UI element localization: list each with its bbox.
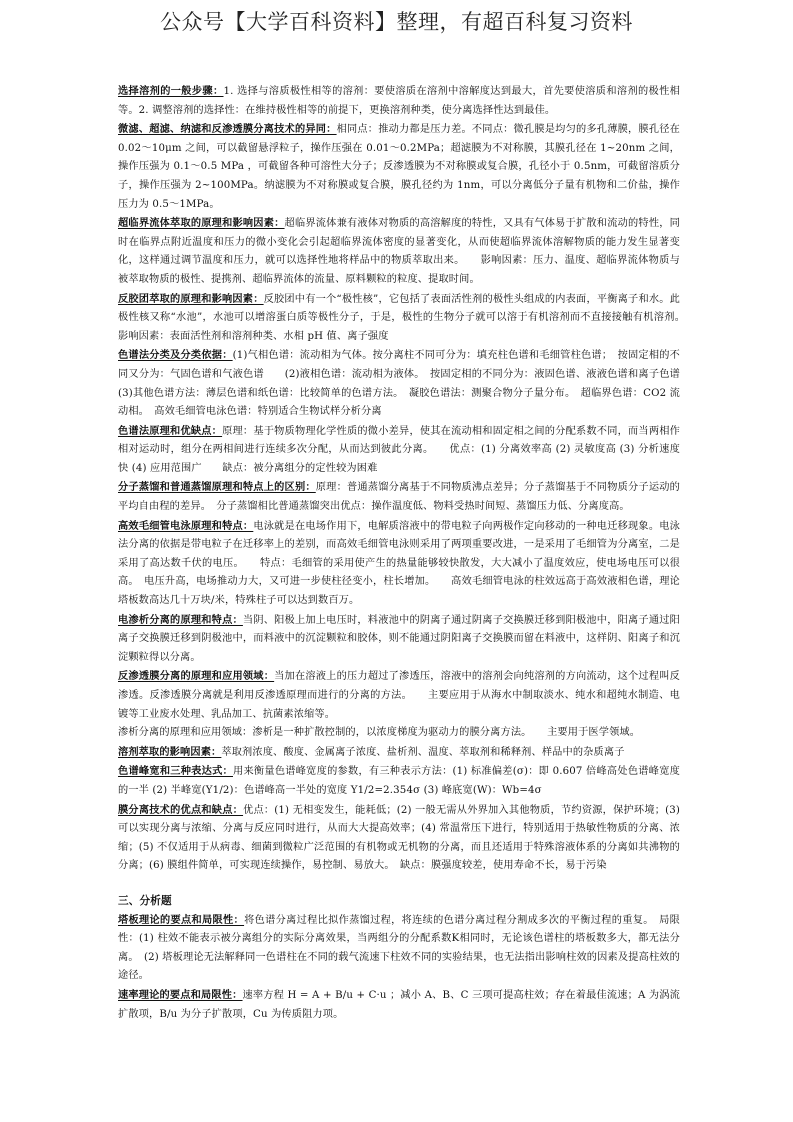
paragraph-text: 电泳就是在电场作用下，电解质溶液中的带电粒子向两极作定向移动的一种电迁移现象。电泳法分离的依据是带电粒子在迁移率上的差别，而高效毛细管电泳则采用了两项重要改进，一是采用了毛细管为分离室，二是采用了高达数千伏的电压。 特点：毛细管的采用使产生的热量能够较快散发，大大减小了温度效应，使电场电压可以很高。 电压升高，电场推动力大，又可进一步使柱径变小，柱长增加。 高效毛细管电泳的柱效远高于高效液相色谱，理论塔板数高达几十万块/米，特殊柱子可以达到数百万。	[118, 520, 680, 607]
paragraph-text: 渗析分离的原理和应用领域：渗析是一种扩散控制的，以浓度梯度为驱动力的膜分离方法。 主要用于医学领域。	[118, 727, 641, 739]
paragraph-text: (1)气相色谱：流动相为气体。按分离柱不同可分为：填充柱色谱和毛细管柱色谱； 按固定相的不同又分为：气固色谱和气液色谱 (2)液相色谱：流动相为液体。 按固定相的不同分为：液固色谱、液液色谱和离子色谱 (3)其他色谱方法：薄层色谱和纸色谱：比较简单的色谱方法。 凝胶色谱法：测聚合物分子量分布。 超临界色谱：CO2 流动相。 高效毛细管电泳色谱：特别适合生物试样分析分离	[118, 350, 701, 418]
paragraph	[118, 743, 680, 763]
paragraph	[118, 986, 680, 1024]
paragraph-heading: 反渗透膜分离的原理和应用领域：	[118, 670, 275, 683]
paragraph-text: 将色谱分离过程比拟作蒸馏过程，将连续的色谱分离过程分割成多次的平衡过程的重复。 局限性：(1) 柱效不能表示被分离组分的实际分离效果，当两组分的分配系数K相同时，无论该色谱柱的塔板数多大，都无法分离。 (2) 塔板理论无法解释同一色谱柱在不同的载气流速下柱效不同的实验结果，也无法指出影响柱效的因素及提高柱效的途径。	[118, 914, 680, 982]
paragraph	[118, 346, 701, 421]
paragraph-text: 优点：(1) 无相变发生，能耗低；(2) 一般无需从外界加入其他物质，节约资源，保护环境；(3) 可以实现分离与浓缩、分离与反应同时进行，从而大大提高效率；(4) 常温常压下进行，特别适用于热敏性物质的分离、浓缩；(5) 不仅适用于从病毒、细菌到微粒广泛范围的有机物或无机物的分离，而且还适用于特殊溶液体系的分离如共沸物的分离；(6) 膜组件简单，可实现连续操作，易控制、易放大。 缺点：膜强度较差，使用寿命不长，易于污染	[118, 804, 680, 872]
paragraph-text: 萃取剂浓度、酸度、金属离子浓度、盐析剂、温度、萃取剂和稀释剂、样品中的杂质离子	[221, 746, 625, 758]
paragraph-heading: 膜分离技术的优点和缺点：	[118, 803, 244, 816]
paragraph	[118, 911, 680, 986]
paragraph-list	[118, 82, 701, 876]
page-banner: 公众号【大学百科资料】整理，有超百科复习资料	[160, 10, 633, 34]
paragraph	[118, 517, 680, 611]
paragraph	[118, 290, 701, 347]
paragraph-heading: 色谱法原理和优缺点：	[118, 424, 223, 437]
paragraph-heading: 选择溶剂的一般步骤：	[118, 85, 224, 97]
paragraph-heading: 溶剂萃取的影响因素：	[118, 745, 222, 758]
paragraph	[118, 120, 680, 214]
paragraph-heading: 微滤、超滤、纳滤和反渗透膜分离技术的异同：	[118, 123, 337, 136]
paragraph	[118, 762, 680, 800]
paragraph	[118, 214, 680, 289]
section-paragraph-list	[118, 911, 680, 1025]
paragraph-text: 原理：基于物质物理化学性质的微小差异，使其在流动相和固定相之间的分配系数不同，而当两相作相对运动时，组分在两相间进行连续多次分配，从而达到彼此分离。 优点：(1) 分离效率高 (2) 灵敏度高 (3) 分析速度快 (4) 应用范围广 缺点：被分离组分的定性较为困难	[118, 425, 680, 474]
paragraph-text: 当阴、阳极上加上电压时，料液池中的阴离子通过阴离子交换膜迁移到阳极池中，阳离子通过阳离子交换膜迁移到阴极池中，而料液中的沉淀颗粒和胶体，则不能通过阴阳离子交换膜而留在料液中，这样阴、阳离子和沉淀颗粒得以分离。	[118, 614, 680, 663]
paragraph-heading: 高效毛细管电泳原理和特点：	[118, 519, 254, 532]
paragraph-text: 相同点：推动力都是压力差。不同点：微孔膜是均匀的多孔薄膜，膜孔径在 0.02～10μm 之间，可以截留悬浮粒子，操作压强在 0.01～0.2MPa；超滤膜为不对称膜，其膜孔径在 1~20nm 之间，操作压强为 0.1～0.5 MPa ，可截留各种可溶性大分子；反渗透膜为不对称膜或复合膜，孔径小于 0.5nm，可截留溶质分子，操作压强为 2~100MPa。纳滤膜为不对称膜或复合膜，膜孔径约为 1nm，可以分离低分子量有机物和二价盐，操作压力为 0.5～1MPa。	[118, 124, 680, 210]
paragraph-text: 当加在溶液上的压力超过了渗透压，溶液中的溶剂会向纯溶剂的方向流动，这个过程叫反渗透。反渗透膜分离就是利用反渗透原理而进行的分离的方法。 主要应用于从海水中制取淡水、纯水和超纯水制造、电镀等工业废水处理、乳品加工、抗菌素浓缩等。	[118, 671, 680, 720]
paragraph-text: 原理：普通蒸馏分离基于不同物质沸点差异；分子蒸馏基于不同物质分子运动的平均自由程的差异。 分子蒸馏相比普通蒸馏突出优点：操作温度低、物料受热时间短、蒸馏压力低、分离度高。	[118, 482, 680, 513]
paragraph	[118, 82, 680, 120]
paragraph	[118, 801, 680, 876]
paragraph-text: 1. 选择与溶质极性相等的溶剂：要使溶质在溶剂中溶解度达到最大，首先要使溶质和溶剂的极性相等。2. 调整溶剂的选择性：在维持极性相等的前提下，更换溶剂种类，使分离选择性达到最佳。	[118, 86, 680, 116]
paragraph-heading: 塔板理论的要点和局限性：	[118, 913, 245, 926]
paragraph-text: 速率方程 H = A + B/u + C·u ；减小 A、B、C 三项可提高柱效；存在着最佳流速；A 为涡流扩散项，B/u 为分子扩散项，Cu 为传质阻力项。	[118, 989, 680, 1020]
section-title: 三、分析题	[118, 894, 172, 907]
paragraph	[118, 611, 680, 668]
paragraph-text: 用来衡量色谱峰宽度的参数，有三种表示方法：(1) 标准偏差(σ)：即 0.607 倍峰高处色谱峰宽度的一半 (2) 半峰宽(Y1/2)：色谱峰高一半处的宽度 Y1/2=2.354σ (3) 峰底宽(W)：Wb=4σ	[118, 766, 680, 796]
paragraph	[118, 724, 680, 743]
paragraph-text: 超临界流体兼有液体对物质的高溶解度的特性，又具有气体易于扩散和流动的特性，同时在临界点附近温度和压力的微小变化会引起超临界流体密度的显著变化，从而使超临界流体溶解物质的能力发生显著变化，这样通过调节温度和压力，就可以选择性地将样品中的物质萃取出来。 影响因素：压力、温度、超临界流体物质与被萃取物质的极性、提携剂、超临界流体的流量、原料颗粒的粒度、提取时间。	[118, 218, 680, 285]
paragraph	[118, 478, 680, 516]
paragraph-heading: 超临界流体萃取的原理和影响因素：	[118, 217, 285, 230]
paragraph-heading: 色谱法分类及分类依据：	[118, 349, 233, 362]
paragraph-text: 反胶团中有一个“极性核”，它包括了表面活性剂的极性头组成的内表面，平衡离子和水。此极性核又称“水池”，水池可以增溶蛋白质等极性分子，于是，极性的生物分子就可以溶于有机溶剂而不直接接触有机溶剂。 影响因素：表面活性剂和溶剂种类、水相 pH 值、离子强度	[118, 293, 701, 342]
paragraph	[118, 422, 680, 479]
document-body	[118, 82, 701, 1024]
paragraph-heading: 电渗析分离的原理和特点：	[118, 613, 243, 626]
paragraph-heading: 反胶团萃取的原理和影响因素：	[118, 292, 264, 305]
paragraph-heading: 速率理论的要点和局限性：	[118, 988, 243, 1001]
paragraph-heading: 分子蒸馏和普通蒸馏原理和特点上的区别：	[118, 481, 316, 494]
paragraph-heading: 色谱峰宽和三种表达式：	[118, 765, 233, 778]
paragraph	[118, 667, 680, 724]
